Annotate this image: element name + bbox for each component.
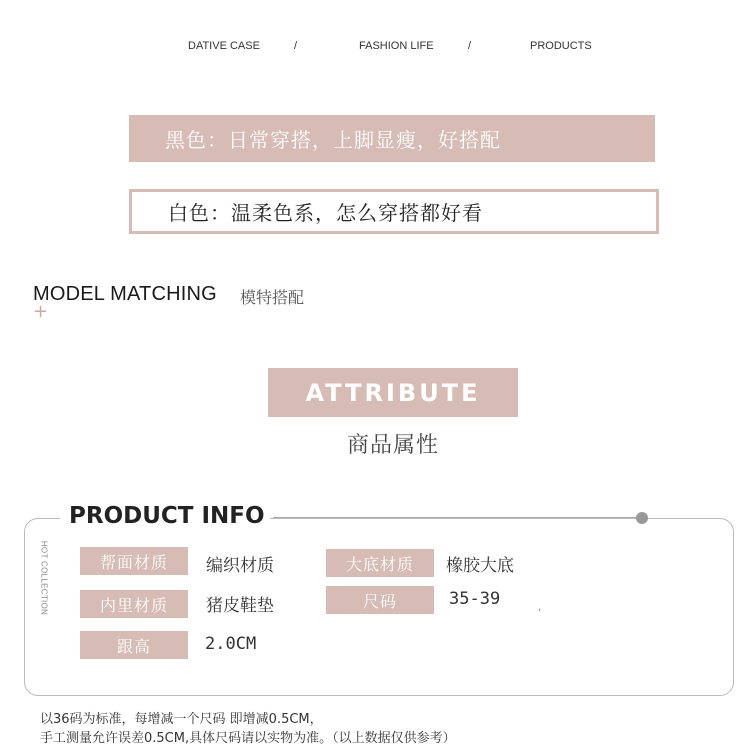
plus-icon: + [33, 301, 49, 322]
stray-mark: , [538, 602, 542, 613]
nav-separator: / [294, 40, 298, 52]
black-color-banner [129, 115, 655, 162]
nav-item-products[interactable]: PRODUCTS [530, 40, 592, 52]
white-color-description: ：温柔色系，怎么穿搭都好看 [210, 201, 483, 225]
white-color-label: 白色 [168, 201, 210, 225]
nav-separator: / [468, 40, 472, 52]
attribute-subtitle: 商品属性 [346, 433, 439, 458]
size-note-line1: 以36码为标准，每增减一个尺码 即增减0.5CM， [40, 712, 323, 727]
nav-item-fashion-life[interactable]: FASHION LIFE [359, 40, 434, 52]
sole-material-value: 橡胶大底 [446, 556, 514, 576]
heel-height-value: 2.0CM [205, 634, 257, 654]
product-info-title: PRODUCT INFO [69, 503, 265, 529]
dot-icon [636, 512, 648, 524]
top-nav [0, 40, 750, 54]
model-matching-title: MODEL MATCHING [33, 283, 217, 305]
size-label: 尺码 [326, 586, 434, 614]
upper-material-value: 编织材质 [206, 556, 274, 576]
size-note-line2: 手工测量允许误差0.5CM,具体尺码请以实物为准。（以上数据仅供参考） [40, 731, 456, 746]
sole-material-label: 大底材质 [326, 549, 434, 577]
upper-material-label: 帮面材质 [80, 547, 188, 575]
model-matching-subtitle: 模特搭配 [240, 288, 305, 307]
lining-material-label: 内里材质 [80, 590, 188, 618]
attribute-heading: ATTRIBUTE [268, 368, 518, 417]
divider-line [273, 517, 641, 518]
white-color-banner [129, 189, 659, 234]
hot-collection-label: HOT COLLECTION [39, 540, 49, 616]
size-value: 35-39 [449, 589, 501, 609]
black-color-label: 黑色 [165, 128, 207, 152]
lining-material-value: 猪皮鞋垫 [206, 596, 274, 616]
black-color-description: ：日常穿搭，上脚显瘦，好搭配 [207, 128, 501, 152]
heel-height-label: 跟高 [80, 631, 188, 659]
nav-item-dative-case[interactable]: DATIVE CASE [188, 40, 260, 52]
